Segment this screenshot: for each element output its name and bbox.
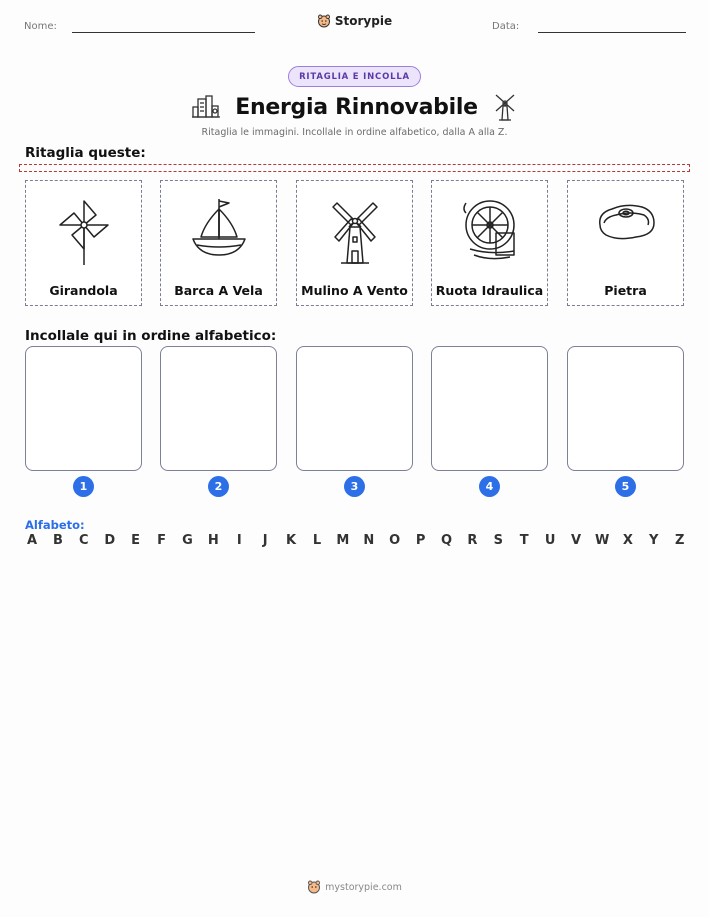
cut-heading: Ritaglia queste: [25, 145, 146, 161]
cut-card-girandola[interactable] [25, 180, 142, 306]
paste-slot-4[interactable] [431, 346, 548, 471]
card-label: Pietra [604, 283, 647, 298]
alphabet-letter: J [262, 533, 268, 548]
card-label: Mulino A Vento [301, 283, 408, 298]
card-label: Ruota Idraulica [435, 283, 544, 298]
alphabet-letter: D [104, 533, 116, 548]
sailboat-icon [189, 189, 249, 269]
windmill-icon [325, 189, 385, 269]
alphabet-letter: F [157, 533, 166, 548]
alphabet-letter: K [286, 533, 297, 548]
alphabet-letter: P [415, 533, 426, 548]
instructions: Ritaglia le immagini. Incollale in ordine alfabetico, dalla A alla Z. [201, 127, 508, 138]
slot-number-4: 4 [479, 476, 500, 497]
slot-number-5: 5 [615, 476, 636, 497]
activity-badge: RITAGLIA E INCOLLA [288, 66, 421, 87]
footer-url[interactable]: mystorypie.com [325, 881, 402, 893]
slot-number-2: 2 [208, 476, 229, 497]
alphabet-letter: X [622, 533, 633, 548]
alphabet-letter: B [52, 533, 63, 548]
alphabet-letter: Z [674, 533, 685, 548]
alphabet-letter: I [236, 533, 242, 548]
paste-slot-2[interactable] [160, 346, 277, 471]
footer [0, 880, 709, 894]
alphabet-letter: R [467, 533, 478, 548]
brand-logo [0, 14, 709, 28]
alphabet-letter: G [182, 533, 193, 548]
power-plant-icon [191, 93, 221, 121]
alphabet-letter: T [519, 533, 529, 548]
alphabet-heading: Alfabeto: [25, 518, 85, 532]
paste-heading: Incollale qui in ordine alfabetico: [25, 328, 277, 344]
alphabet-letter: E [131, 533, 141, 548]
paste-slot-3[interactable] [296, 346, 413, 471]
storypie-logo-icon [307, 880, 321, 894]
date-label: Data: [492, 21, 520, 32]
cut-card-pietra[interactable] [567, 180, 684, 306]
name-label: Nome: [24, 21, 57, 32]
cut-card-barca-a-vela[interactable] [160, 180, 277, 306]
stone-icon [596, 189, 656, 269]
alphabet-letter: A [26, 533, 38, 548]
alphabet-letter: Y [649, 533, 659, 548]
alphabet-letter: Q [440, 533, 453, 548]
paste-slot-5[interactable] [567, 346, 684, 471]
alphabet-letter: U [544, 533, 556, 548]
alphabet-letter: C [79, 533, 89, 548]
alphabet-letter: S [493, 533, 503, 548]
slot-number-3: 3 [344, 476, 365, 497]
alphabet-letter: W [594, 533, 610, 548]
card-label: Girandola [49, 283, 118, 298]
date-line [538, 32, 686, 33]
alphabet-letter: O [389, 533, 401, 548]
card-label: Barca A Vela [174, 283, 263, 298]
windmill-title-icon [492, 92, 518, 122]
page-title: Energia Rinnovabile [235, 94, 478, 120]
storypie-logo-icon [317, 14, 331, 28]
alphabet-letter: H [207, 533, 219, 548]
alphabet-letter: M [336, 533, 350, 548]
alphabet-letter: N [363, 533, 375, 548]
alphabet-letter: L [312, 533, 322, 548]
cut-card-ruota-idraulica[interactable] [431, 180, 548, 306]
name-line [72, 32, 255, 33]
water-wheel-icon [460, 189, 520, 269]
alphabet-letter: V [571, 533, 582, 548]
title-row [0, 92, 709, 122]
alphabet-row [25, 533, 687, 548]
cut-line [19, 164, 690, 172]
cut-card-mulino-a-vento[interactable] [296, 180, 413, 306]
slot-number-1: 1 [73, 476, 94, 497]
paste-slot-1[interactable] [25, 346, 142, 471]
pinwheel-icon [54, 189, 114, 269]
brand-name: Storypie [334, 14, 393, 28]
